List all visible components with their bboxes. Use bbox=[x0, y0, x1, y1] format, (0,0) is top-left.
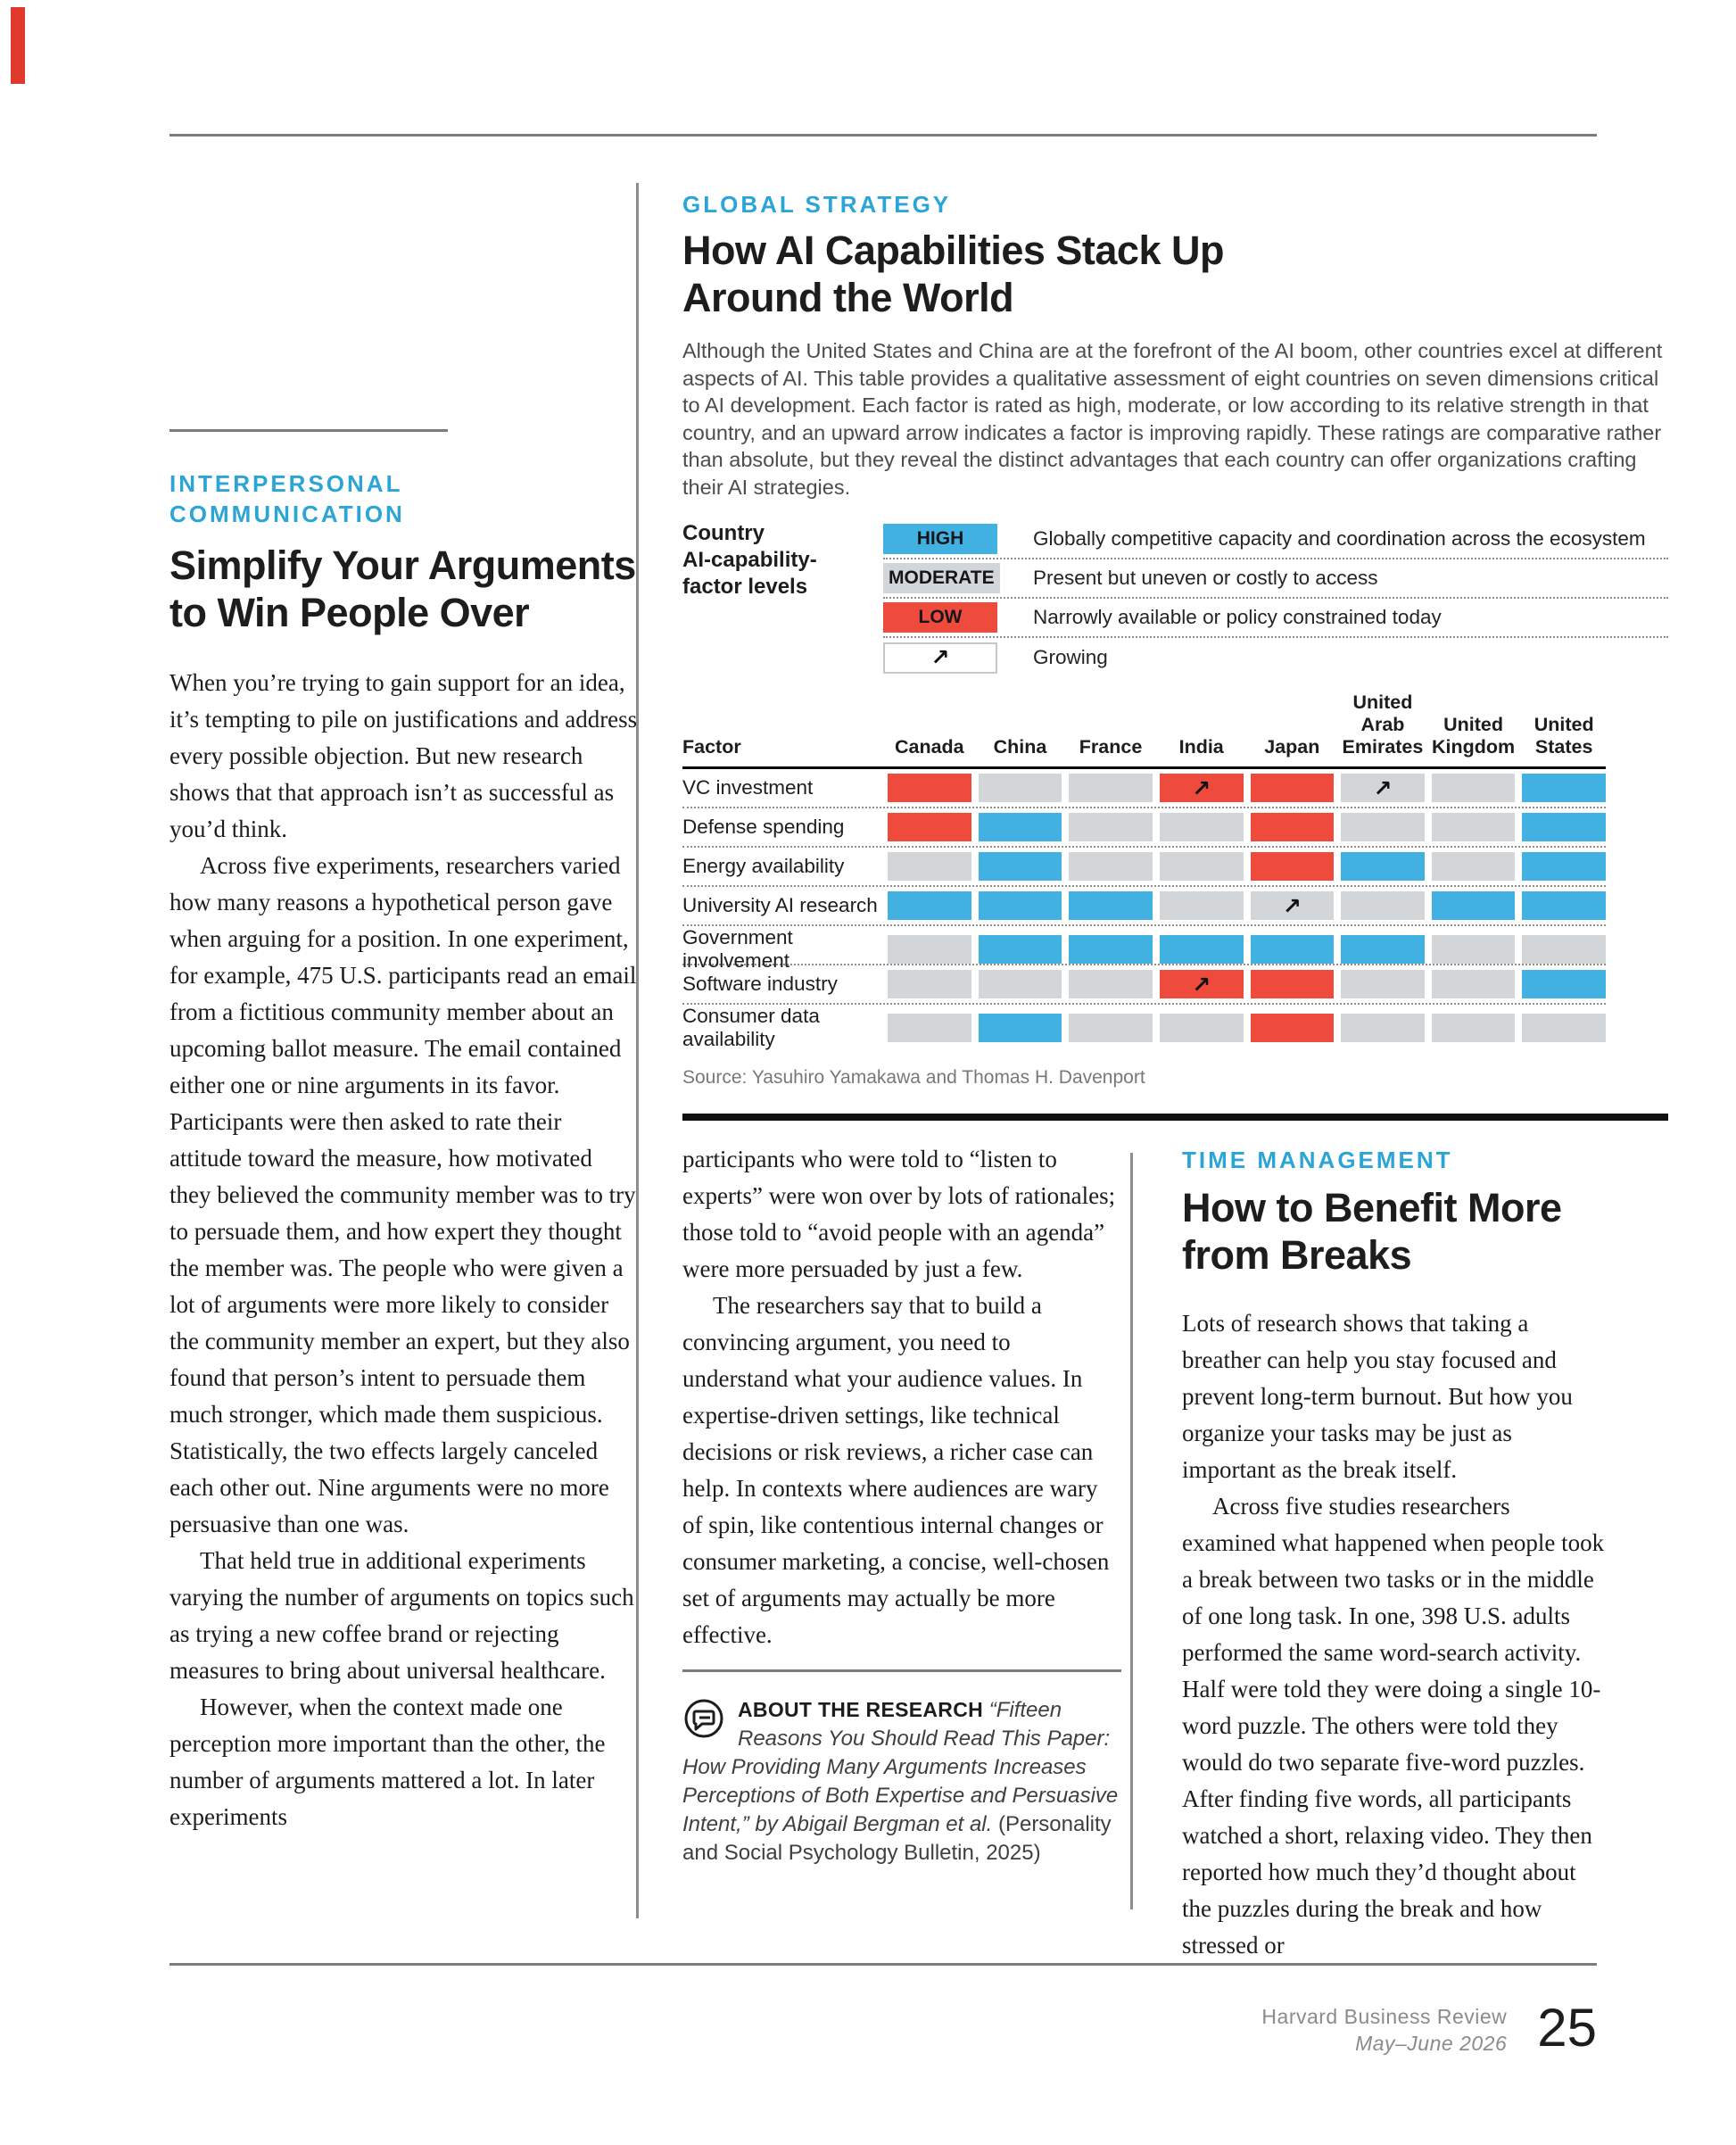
growing-chip bbox=[883, 642, 997, 674]
left-article bbox=[169, 468, 638, 1835]
legend-chip-mod: MODERATE bbox=[883, 563, 1000, 593]
growing-arrow-icon: ↗ bbox=[1373, 774, 1393, 801]
legend-row bbox=[883, 638, 1668, 677]
rating-cell-moderate bbox=[1432, 774, 1516, 802]
rating-cell-high bbox=[979, 1014, 1062, 1042]
column-header: India bbox=[1178, 736, 1224, 758]
speech-bubble-icon bbox=[682, 1697, 725, 1740]
rating-cell-moderate bbox=[888, 1014, 971, 1042]
legend-row bbox=[883, 520, 1668, 559]
about-research-rule bbox=[682, 1669, 1121, 1672]
rating-cell-low bbox=[1251, 1014, 1335, 1042]
page-number: 25 bbox=[1537, 1998, 1597, 2058]
rating-cell-moderate bbox=[1341, 813, 1425, 841]
rating-cell-low bbox=[1251, 774, 1335, 802]
rating-cell-moderate bbox=[1432, 970, 1516, 998]
rating-cell-moderate bbox=[1069, 774, 1153, 802]
column-header: United Kingdom bbox=[1431, 714, 1516, 758]
table-row bbox=[682, 1005, 1606, 1050]
rating-cell-moderate bbox=[888, 970, 971, 998]
body-paragraph: However, when the context made one perception more important than the other, the number of arguments mattered a lot. In later experiments bbox=[169, 1694, 606, 1830]
factor-label: VC investment bbox=[682, 776, 814, 799]
column-header-factor: Factor bbox=[682, 736, 741, 758]
chart-bottom-black-rule bbox=[682, 1114, 1668, 1121]
legend-description: Globally competitive capacity and coordination across the ecosystem bbox=[1033, 527, 1646, 550]
rating-cell-moderate bbox=[1069, 813, 1153, 841]
footer-issue: May–June 2026 bbox=[1355, 2032, 1508, 2055]
rating-cell-low bbox=[1251, 970, 1335, 998]
rating-cell-high bbox=[1432, 891, 1516, 920]
legend-row bbox=[883, 559, 1668, 599]
column-header: China bbox=[993, 736, 1047, 758]
rating-cell-low bbox=[1251, 852, 1335, 881]
chart-source: Source: Yasuhiro Yamakawa and Thomas H. Davenport bbox=[682, 1067, 1145, 1088]
rating-cell-high bbox=[1069, 935, 1153, 964]
table-header-row bbox=[682, 692, 1606, 769]
body-paragraph: participants who were told to “listen to experts” were won over by lots of rationales; those told to “avoid people with an agenda” were more persuaded by just a few. bbox=[682, 1146, 1116, 1282]
rating-cell-moderate bbox=[1069, 1014, 1153, 1042]
rating-cell-moderate bbox=[888, 935, 971, 964]
rating-cell-low bbox=[1160, 970, 1244, 998]
rating-cell-moderate bbox=[1251, 891, 1335, 920]
right-article bbox=[1182, 1145, 1608, 1964]
chart-article-title: How AI Capabilities Stack Up Around the World bbox=[682, 228, 1224, 320]
legend-description: Growing bbox=[1033, 646, 1108, 668]
rating-cell-moderate bbox=[1069, 970, 1153, 998]
rating-cell-high bbox=[979, 891, 1062, 920]
column-header: Canada bbox=[894, 736, 964, 758]
chart-article bbox=[682, 189, 1668, 1089]
left-article-kicker: INTERPERSONAL COMMUNICATION bbox=[169, 470, 405, 527]
rating-cell-high bbox=[1160, 935, 1244, 964]
rating-cell-moderate bbox=[1432, 813, 1516, 841]
rating-cell-moderate bbox=[979, 970, 1062, 998]
body-paragraph: Lots of research shows that taking a breather can help you stay focused and prevent long-term burnout. But how you organize your tasks may be just as important as the break itself. bbox=[1182, 1310, 1573, 1483]
factor-label: University AI research bbox=[682, 894, 878, 916]
body-paragraph: Across five experiments, researchers varied how many reasons a hypothetical person gave when arguing for a position. In one experiment, for example, 475 U.S. participants read an email from a fictitious community member about an upcoming ballot measure. The email contained either one or nine arguments in its favor. Participants were then asked to rate their attitude toward the measure, how motivated they believed the community member was to try to persuade them, and how expert they thought the member was. The people who were given a lot of arguments were more likely to consider the community member an expert, but they also found that person’s intent to persuade them much stronger, which made them suspicious. Statistically, the two effects largely canceled each other out. Nine arguments were no more persuasive than one was. bbox=[169, 852, 637, 1537]
rating-cell-low bbox=[1160, 774, 1244, 802]
legend-description: Narrowly available or policy constrained today bbox=[1033, 606, 1442, 628]
legend-chip-low: LOW bbox=[883, 602, 997, 633]
column-divider-right bbox=[1130, 1153, 1133, 1909]
rating-cell-high bbox=[1251, 935, 1335, 964]
table-row bbox=[682, 926, 1606, 972]
left-column-rule bbox=[169, 429, 448, 432]
rating-cell-high bbox=[979, 852, 1062, 881]
rating-cell-high bbox=[1522, 891, 1606, 920]
factor-label: Software industry bbox=[682, 973, 838, 995]
rating-cell-high bbox=[979, 935, 1062, 964]
chart-legend bbox=[682, 520, 1668, 677]
legend-row bbox=[883, 599, 1668, 638]
legend-chip-high: HIGH bbox=[883, 524, 997, 554]
rating-cell-moderate bbox=[1432, 1014, 1516, 1042]
body-paragraph: The researchers say that to build a convincing argument, you need to understand what your audience values. In expertise-driven settings, like technical decisions or risk reviews, a richer case can help. In contexts where audiences are wary of spin, like contentious internal changes or consumer marketing, a concise, well-chosen set of arguments may actually be more effective. bbox=[682, 1292, 1110, 1648]
rating-cell-moderate bbox=[1341, 970, 1425, 998]
rating-cell-high bbox=[1341, 852, 1425, 881]
rating-cell-moderate bbox=[979, 774, 1062, 802]
middle-column-body bbox=[682, 1141, 1121, 1653]
growing-arrow-icon: ↗ bbox=[1282, 892, 1302, 919]
right-article-body bbox=[1182, 1305, 1608, 1964]
body-paragraph: Across five studies researchers examined what happened when people took a break between two tasks or in the middle of one long task. In one, 398 U.S. adults performed the same word-search activity. Half were told they were doing a single 10-word puzzle. The others were told they would do two separate five-word puzzles. After finding five words, all participants watched a short, relaxing video. They then reported how much they’d thought about the puzzles during the break and how stressed or bbox=[1182, 1493, 1605, 1959]
rating-cell-high bbox=[1069, 891, 1153, 920]
about-quote: “Fifteen Reasons You Should Read This Paper: How Providing Many Arguments Increases Perceptions of Both Expertise and Persuasive Intent,” by Abigail Bergman et al. bbox=[682, 1698, 1119, 1836]
top-rule bbox=[169, 134, 1597, 137]
left-article-body bbox=[169, 665, 638, 1835]
growing-arrow-icon: ↗ bbox=[1192, 774, 1211, 801]
about-detail: (Personality and Social Psychology Bulletin, 2025) bbox=[682, 1812, 1112, 1865]
factor-label: Defense spending bbox=[682, 816, 845, 838]
table-row bbox=[682, 769, 1606, 808]
rating-cell-moderate bbox=[1160, 891, 1244, 920]
factor-label: Energy availability bbox=[682, 855, 845, 877]
factor-label: Government involvement bbox=[682, 926, 793, 972]
rating-cell-moderate bbox=[1341, 1014, 1425, 1042]
left-article-title: Simplify Your Arguments to Win People Over bbox=[169, 542, 636, 635]
column-header: United States bbox=[1533, 714, 1594, 758]
table-row bbox=[682, 808, 1606, 848]
legend-rows bbox=[883, 520, 1668, 677]
growing-arrow-icon: ↗ bbox=[930, 643, 950, 670]
right-article-title: How to Benefit More from Breaks bbox=[1182, 1185, 1562, 1278]
rating-cell-high bbox=[888, 891, 971, 920]
rating-cell-high bbox=[1522, 852, 1606, 881]
rating-cell-moderate bbox=[1069, 852, 1153, 881]
rating-cell-high bbox=[1341, 935, 1425, 964]
rating-cell-moderate bbox=[1341, 774, 1425, 802]
about-the-research bbox=[682, 1695, 1121, 1868]
section-tab-red bbox=[11, 7, 25, 84]
rating-cell-high bbox=[1522, 813, 1606, 841]
rating-cell-moderate bbox=[888, 852, 971, 881]
table-row bbox=[682, 887, 1606, 926]
rating-cell-moderate bbox=[1432, 935, 1516, 964]
table-body bbox=[682, 769, 1606, 1050]
right-article-kicker: TIME MANAGEMENT bbox=[1182, 1147, 1453, 1173]
body-paragraph: When you’re trying to gain support for an idea, it’s tempting to pile on justifications and address every possible objection. But new research shows that that approach isn’t as successful as you’d think. bbox=[169, 669, 638, 842]
rating-cell-moderate bbox=[1522, 1014, 1606, 1042]
footer-publication: Harvard Business Review bbox=[1261, 2005, 1508, 2028]
rating-cell-moderate bbox=[1432, 852, 1516, 881]
chart-article-intro: Although the United States and China are at the forefront of the AI boom, other countries excel at different aspects of AI. This table provides a qualitative assessment of eight countries on seven dimensions critical to AI development. Each factor is rated as high, moderate, or low according to its relative strength in that country, and an upward arrow indicates a factor is improving rapidly. These ratings are comparative rather than absolute, but they reveal the distinct advantages that each country can offer organizations crafting their AI strategies. bbox=[682, 339, 1663, 499]
rating-cell-low bbox=[888, 813, 971, 841]
legend-title: Country AI-capability- factor levels bbox=[682, 521, 817, 599]
factor-label: Consumer data availability bbox=[682, 1005, 820, 1050]
rating-cell-high bbox=[979, 813, 1062, 841]
chart-article-kicker: GLOBAL STRATEGY bbox=[682, 191, 952, 218]
ratings-table bbox=[682, 692, 1606, 1050]
table-row bbox=[682, 848, 1606, 887]
page-footer bbox=[1261, 1998, 1597, 2058]
rating-cell-high bbox=[1522, 970, 1606, 998]
rating-cell-low bbox=[888, 774, 971, 802]
body-paragraph: That held true in additional experiments varying the number of arguments on topics such as trying a new coffee brand or rejecting measures to bring about universal healthcare. bbox=[169, 1547, 634, 1684]
middle-column bbox=[682, 1141, 1121, 1868]
column-header: Japan bbox=[1264, 736, 1320, 758]
rating-cell-moderate bbox=[1160, 1014, 1244, 1042]
growing-arrow-icon: ↗ bbox=[1192, 971, 1211, 998]
rating-cell-moderate bbox=[1341, 891, 1425, 920]
about-label: ABOUT THE RESEARCH bbox=[738, 1698, 984, 1721]
rating-cell-moderate bbox=[1160, 813, 1244, 841]
legend-description: Present but uneven or costly to access bbox=[1033, 567, 1378, 589]
column-header: France bbox=[1079, 736, 1143, 758]
rating-cell-low bbox=[1251, 813, 1335, 841]
rating-cell-moderate bbox=[1160, 852, 1244, 881]
rating-cell-moderate bbox=[1522, 935, 1606, 964]
column-header: United Arab Emirates bbox=[1342, 692, 1424, 758]
rating-cell-high bbox=[1522, 774, 1606, 802]
